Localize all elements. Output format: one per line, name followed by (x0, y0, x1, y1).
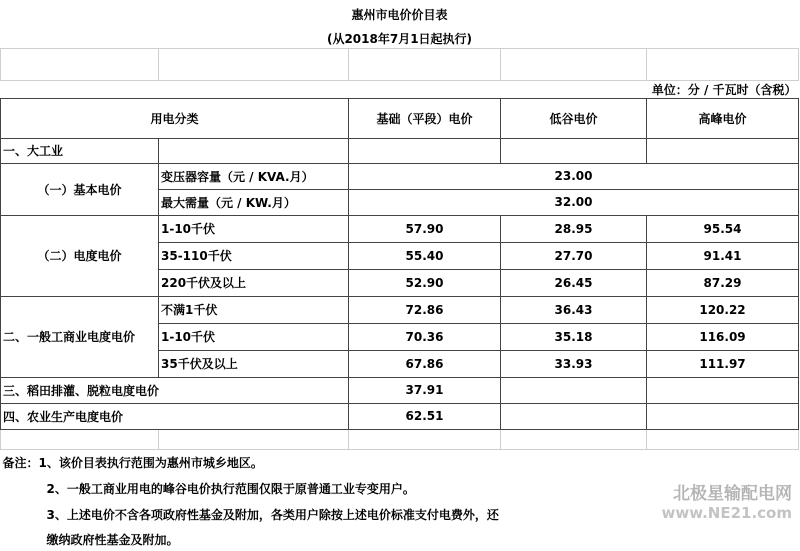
spacer-cell (349, 48, 501, 80)
section-large-industry: 一、大工业 (1, 138, 159, 163)
energy-row-peak: 87.29 (647, 269, 799, 296)
transformer-capacity-value: 23.00 (349, 163, 799, 189)
agriculture-value: 62.51 (349, 403, 501, 429)
energy-row-label: 220千伏及以上 (159, 269, 349, 296)
header-base-price: 基础（平段）电价 (349, 98, 501, 138)
commercial-row-peak: 120.22 (647, 296, 799, 323)
empty-cell (159, 138, 349, 163)
basic-price-label: （一）基本电价 (1, 163, 159, 215)
page-title: 惠州市电价价目表 (351, 8, 448, 22)
energy-row-valley: 26.45 (501, 269, 647, 296)
empty-cell (501, 403, 647, 429)
commercial-row-valley: 35.18 (501, 323, 647, 350)
spacer-cell (647, 48, 799, 80)
watermark-url: www.NE21.com (661, 504, 792, 522)
commercial-row-peak: 111.97 (647, 350, 799, 377)
energy-row-base: 57.90 (349, 215, 501, 242)
commercial-row-label: 35千伏及以上 (159, 350, 349, 377)
energy-row-peak: 91.41 (647, 242, 799, 269)
irrigation-label: 三、稻田排灌、脱粒电度电价 (1, 377, 349, 403)
spacer-cell (159, 429, 349, 449)
empty-cell (349, 138, 501, 163)
commercial-row-peak: 116.09 (647, 323, 799, 350)
note-2: 2、一般工商业用电的峰谷电价执行范围仅限于原普通工业专变用户。 (46, 481, 415, 496)
commercial-row-label: 不满1千伏 (159, 296, 349, 323)
spacer-cell (159, 48, 349, 80)
empty-cell (647, 138, 799, 163)
energy-row-label: 1-10千伏 (159, 215, 349, 242)
commercial-row-base: 72.86 (349, 296, 501, 323)
spacer-cell (501, 429, 647, 449)
spacer-cell (1, 429, 159, 449)
note-3-continued: 缴纳政府性基金及附加。 (46, 532, 179, 547)
general-commercial-label: 二、一般工商业电度电价 (1, 296, 159, 377)
commercial-row-valley: 36.43 (501, 296, 647, 323)
page-subtitle: (从2018年7月1日起执行) (326, 31, 473, 46)
header-valley-price: 低谷电价 (501, 98, 647, 138)
energy-price-label: （二）电度电价 (1, 215, 159, 296)
empty-cell (647, 377, 799, 403)
irrigation-value: 37.91 (349, 377, 501, 403)
header-category: 用电分类 (1, 98, 349, 138)
note-3: 3、上述电价不含各项政府性基金及附加，各类用户除按上述电价标准支付电费外，还 (46, 507, 499, 522)
energy-row-label: 35-110千伏 (159, 242, 349, 269)
max-demand-value: 32.00 (349, 189, 799, 215)
commercial-row-valley: 33.93 (501, 350, 647, 377)
max-demand-label: 最大需量（元 / KW.月） (159, 189, 349, 215)
watermark-site-name: 北极星输配电网 (673, 484, 792, 504)
agriculture-label: 四、农业生产电度电价 (1, 403, 349, 429)
spacer-cell (647, 429, 799, 449)
energy-row-valley: 28.95 (501, 215, 647, 242)
empty-cell (647, 403, 799, 429)
spacer-cell (1, 48, 159, 80)
transformer-capacity-label: 变压器容量（元 / KVA.月） (159, 163, 349, 189)
energy-row-peak: 95.54 (647, 215, 799, 242)
energy-row-base: 55.40 (349, 242, 501, 269)
energy-row-valley: 27.70 (501, 242, 647, 269)
unit-label: 单位：分 / 千瓦时（含税） (651, 82, 797, 97)
note-1: 备注：1、该价目表执行范围为惠州市城乡地区。 (2, 455, 263, 470)
energy-row-base: 52.90 (349, 269, 501, 296)
spacer-cell (349, 429, 501, 449)
header-peak-price: 高峰电价 (647, 98, 799, 138)
commercial-row-base: 67.86 (349, 350, 501, 377)
commercial-row-base: 70.36 (349, 323, 501, 350)
empty-cell (501, 377, 647, 403)
commercial-row-label: 1-10千伏 (159, 323, 349, 350)
spacer-cell (501, 48, 647, 80)
empty-cell (501, 138, 647, 163)
